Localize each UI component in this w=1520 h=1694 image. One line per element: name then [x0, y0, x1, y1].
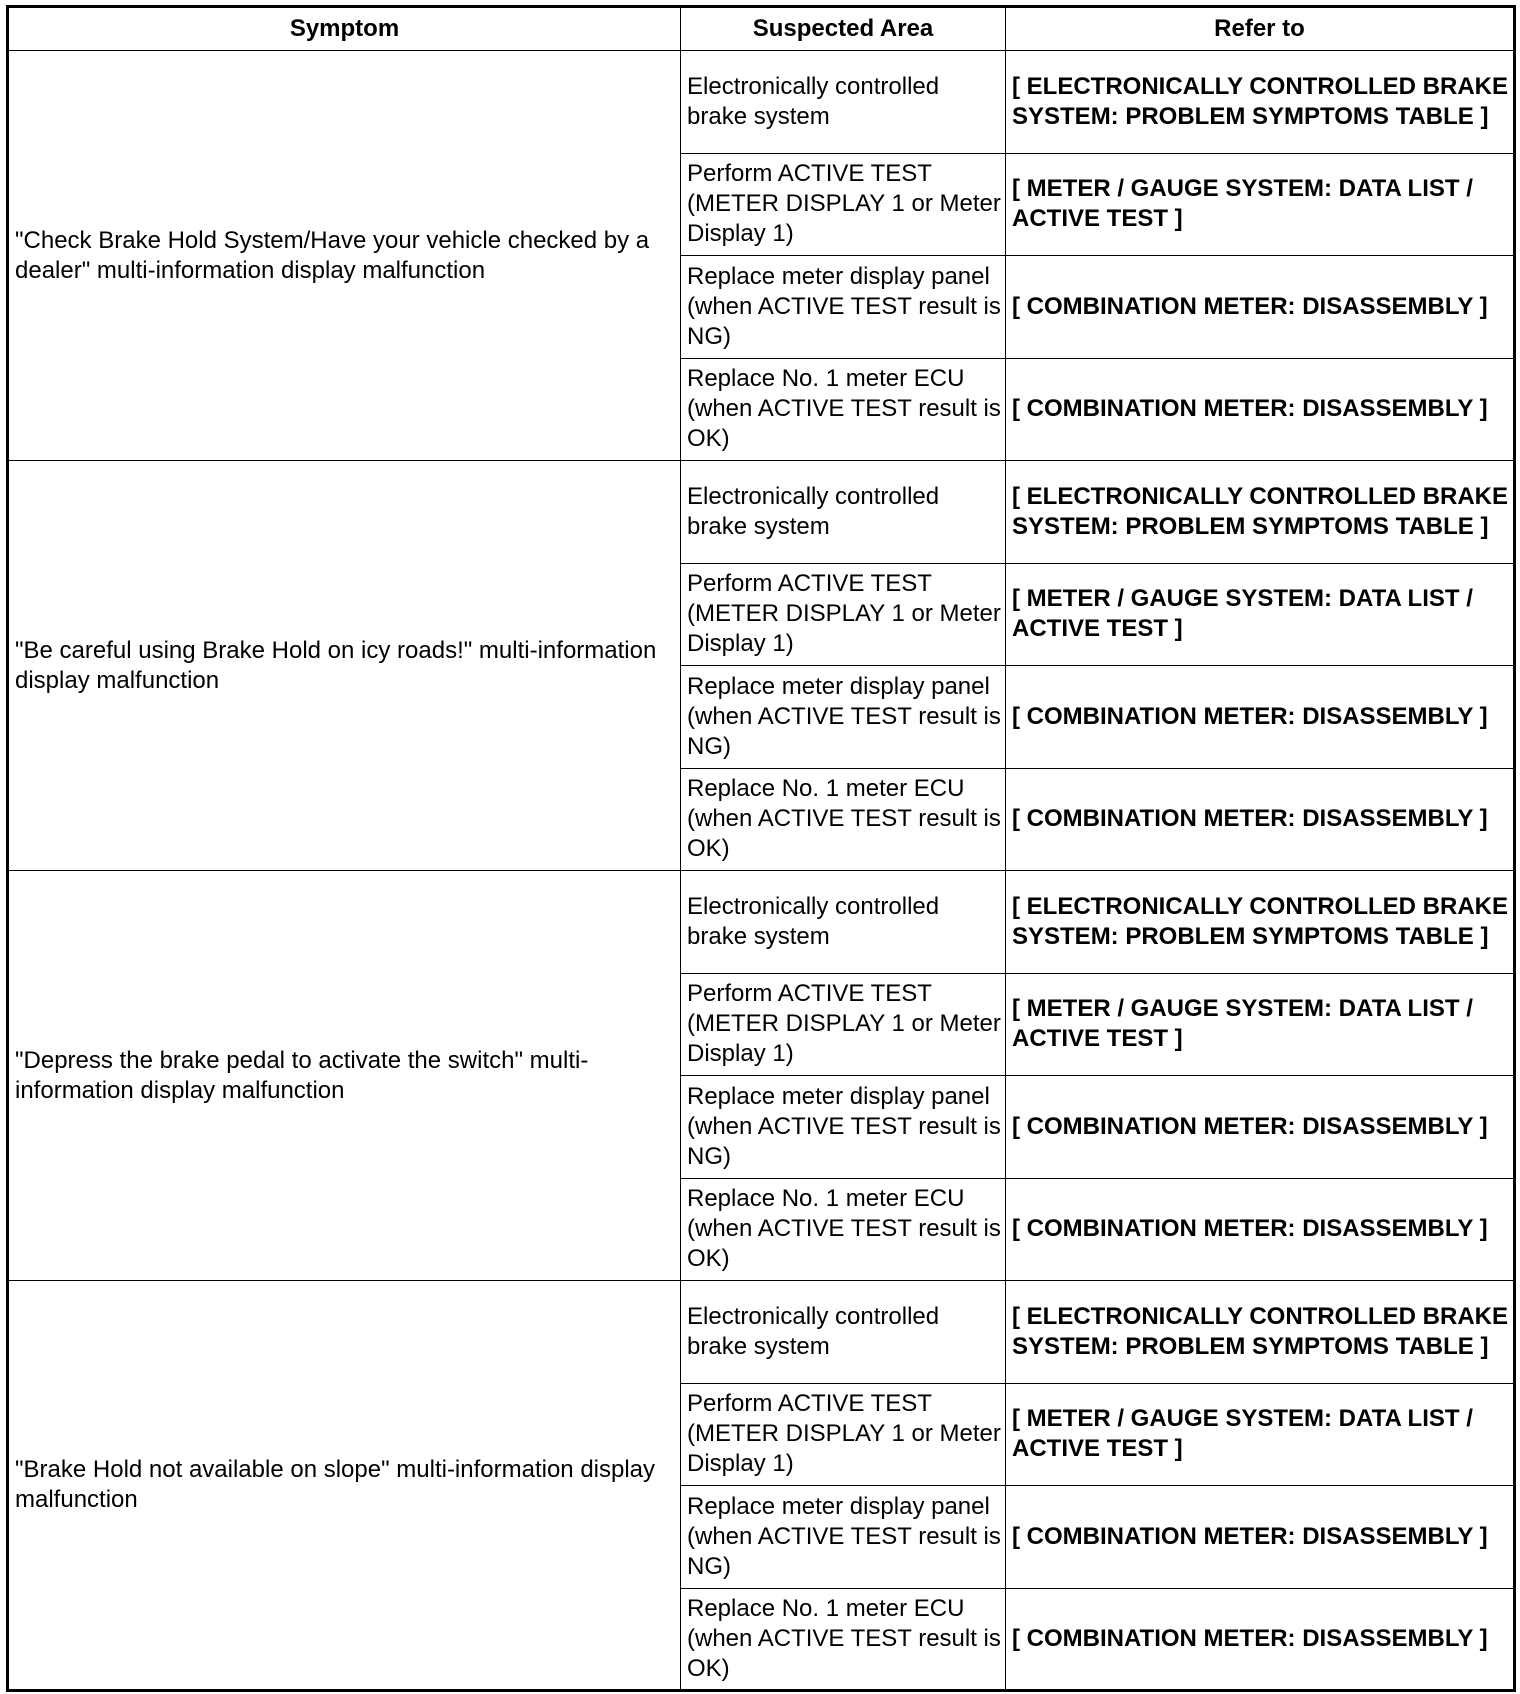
suspected-area-cell: Electronically controlled brake system — [681, 871, 1006, 974]
problem-symptoms-table — [6, 5, 1516, 1692]
refer-to-link[interactable]: [ COMBINATION METER: DISASSEMBLY ] — [1006, 256, 1515, 359]
refer-to-link[interactable]: [ ELECTRONICALLY CONTROLLED BRAKE SYSTEM: PROBLEM SYMPTOMS TABLE ] — [1006, 461, 1515, 564]
symptom-cell: "Be careful using Brake Hold on icy roads!" multi-information display malfunction — [8, 461, 681, 871]
header-row — [8, 7, 1515, 51]
suspected-area-cell: Replace No. 1 meter ECU (when ACTIVE TEST result is OK) — [681, 358, 1006, 461]
suspected-area-cell: Electronically controlled brake system — [681, 51, 1006, 154]
table-body — [8, 51, 1515, 1691]
refer-to-link[interactable]: [ ELECTRONICALLY CONTROLLED BRAKE SYSTEM: PROBLEM SYMPTOMS TABLE ] — [1006, 51, 1515, 154]
refer-to-link[interactable]: [ COMBINATION METER: DISASSEMBLY ] — [1006, 1588, 1515, 1691]
table-row — [8, 1281, 1515, 1384]
suspected-area-cell: Replace meter display panel (when ACTIVE TEST result is NG) — [681, 256, 1006, 359]
suspected-area-cell: Replace meter display panel (when ACTIVE TEST result is NG) — [681, 1486, 1006, 1589]
header-refer-to: Refer to — [1006, 7, 1515, 51]
refer-to-link[interactable]: [ ELECTRONICALLY CONTROLLED BRAKE SYSTEM: PROBLEM SYMPTOMS TABLE ] — [1006, 871, 1515, 974]
header-symptom: Symptom — [8, 7, 681, 51]
refer-to-link[interactable]: [ COMBINATION METER: DISASSEMBLY ] — [1006, 1076, 1515, 1179]
symptom-cell: "Depress the brake pedal to activate the switch" multi-information display malfunction — [8, 871, 681, 1281]
suspected-area-cell: Replace No. 1 meter ECU (when ACTIVE TEST result is OK) — [681, 768, 1006, 871]
refer-to-link[interactable]: [ COMBINATION METER: DISASSEMBLY ] — [1006, 358, 1515, 461]
suspected-area-cell: Perform ACTIVE TEST (METER DISPLAY 1 or Meter Display 1) — [681, 153, 1006, 256]
table-row — [8, 51, 1515, 154]
table-header — [8, 7, 1515, 51]
refer-to-link[interactable]: [ COMBINATION METER: DISASSEMBLY ] — [1006, 768, 1515, 871]
suspected-area-cell: Perform ACTIVE TEST (METER DISPLAY 1 or Meter Display 1) — [681, 1383, 1006, 1486]
refer-to-link[interactable]: [ METER / GAUGE SYSTEM: DATA LIST / ACTIVE TEST ] — [1006, 563, 1515, 666]
refer-to-link[interactable]: [ METER / GAUGE SYSTEM: DATA LIST / ACTIVE TEST ] — [1006, 1383, 1515, 1486]
table-row — [8, 461, 1515, 564]
suspected-area-cell: Replace meter display panel (when ACTIVE TEST result is NG) — [681, 666, 1006, 769]
refer-to-link[interactable]: [ METER / GAUGE SYSTEM: DATA LIST / ACTIVE TEST ] — [1006, 973, 1515, 1076]
refer-to-link[interactable]: [ COMBINATION METER: DISASSEMBLY ] — [1006, 1486, 1515, 1589]
suspected-area-cell: Perform ACTIVE TEST (METER DISPLAY 1 or Meter Display 1) — [681, 973, 1006, 1076]
symptom-cell: "Brake Hold not available on slope" multi-information display malfunction — [8, 1281, 681, 1691]
suspected-area-cell: Electronically controlled brake system — [681, 461, 1006, 564]
refer-to-link[interactable]: [ COMBINATION METER: DISASSEMBLY ] — [1006, 666, 1515, 769]
symptom-cell: "Check Brake Hold System/Have your vehicle checked by a dealer" multi-information display malfunction — [8, 51, 681, 461]
table-row — [8, 871, 1515, 974]
suspected-area-cell: Electronically controlled brake system — [681, 1281, 1006, 1384]
suspected-area-cell: Replace No. 1 meter ECU (when ACTIVE TEST result is OK) — [681, 1588, 1006, 1691]
suspected-area-cell: Replace meter display panel (when ACTIVE TEST result is NG) — [681, 1076, 1006, 1179]
refer-to-link[interactable]: [ COMBINATION METER: DISASSEMBLY ] — [1006, 1178, 1515, 1281]
header-suspected-area: Suspected Area — [681, 7, 1006, 51]
refer-to-link[interactable]: [ ELECTRONICALLY CONTROLLED BRAKE SYSTEM: PROBLEM SYMPTOMS TABLE ] — [1006, 1281, 1515, 1384]
suspected-area-cell: Perform ACTIVE TEST (METER DISPLAY 1 or Meter Display 1) — [681, 563, 1006, 666]
suspected-area-cell: Replace No. 1 meter ECU (when ACTIVE TEST result is OK) — [681, 1178, 1006, 1281]
refer-to-link[interactable]: [ METER / GAUGE SYSTEM: DATA LIST / ACTIVE TEST ] — [1006, 153, 1515, 256]
